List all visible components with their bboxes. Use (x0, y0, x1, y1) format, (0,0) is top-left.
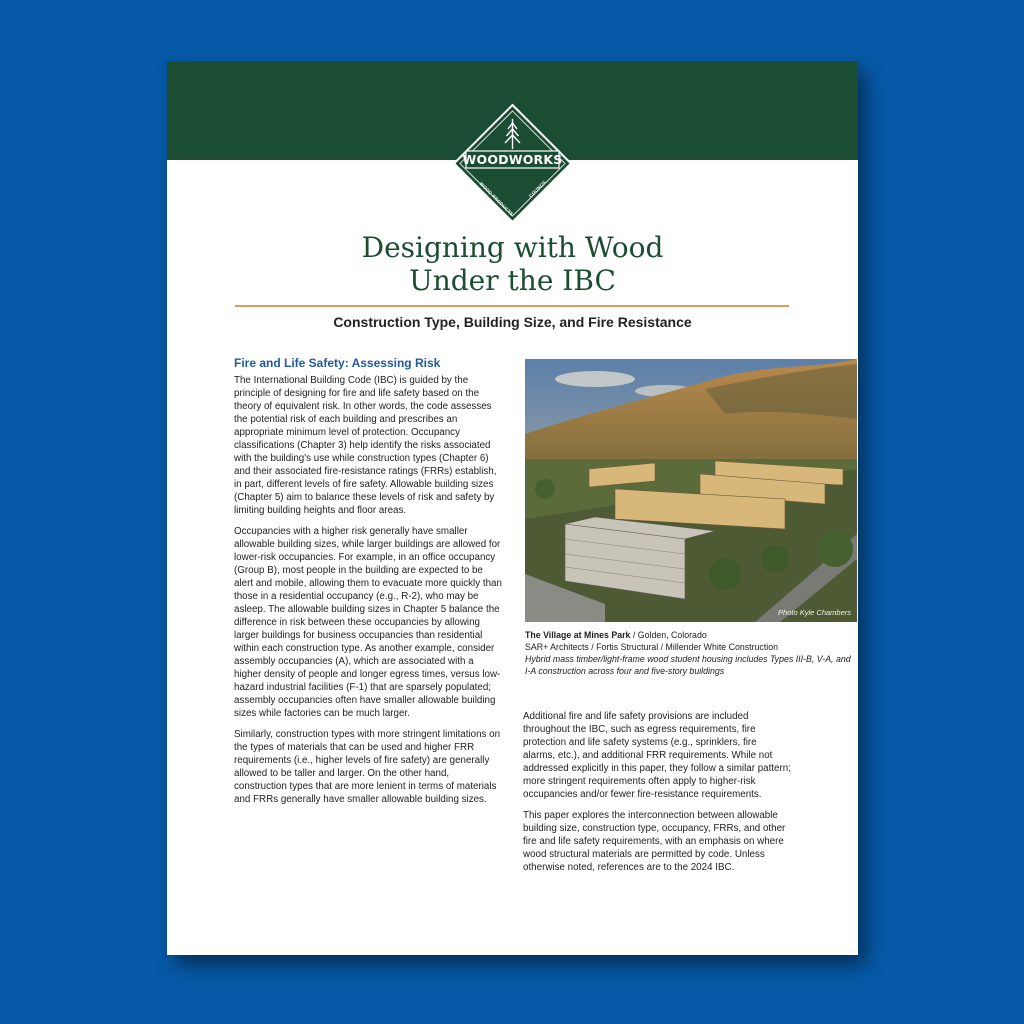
logo-subtext-left: WOOD PRODUCTS (478, 181, 515, 217)
left-paragraph-3: Similarly, construction types with more stringent limitations on the types of materials that can be used and higher FRR requirements (i.e., higher levels of fire safety) are generally allowed to be taller and larger. On the other hand, construction types that are more lenient in terms of materials and FRRs generally have smaller allowable building sizes. (234, 729, 501, 805)
title-line-2: Under the IBC (409, 264, 616, 297)
woodworks-logo (452, 103, 573, 224)
caption-credits: SAR+ Architects / Fortis Structural / Millender White Construction (525, 642, 778, 652)
photo-credit: Photo Kyle Chambers (778, 608, 851, 617)
caption-location: / Golden, Colorado (630, 630, 707, 640)
right-paragraph-2: This paper explores the interconnection between allowable building size, construction type, occupancy, FRRs, and other fire and life safety requirements, with an emphasis on where wood structural materials are permitted by code. Unless otherwise noted, references are to the 2024 IBC. (523, 810, 786, 873)
page-subtitle: Construction Type, Building Size, and Fire Resistance (333, 314, 692, 330)
page-title (167, 231, 858, 297)
title-line-1: Designing with Wood (361, 231, 664, 264)
right-paragraph-1: Additional fire and life safety provisions are included throughout the IBC, such as egress requirements, fire protection and life safety systems (e.g., sprinklers, fire alarms, etc.), and additional FRR requirements. While not addressed explicitly in this paper, they follow a similar pattern; more stringent requirements often apply to higher-risk occupancies and/or fewer fire-resistance requirements. (523, 711, 791, 800)
caption-heading (525, 629, 855, 641)
logo-wordmark: WOODWORKS (462, 152, 563, 167)
title-divider (235, 305, 789, 307)
building-photo (525, 359, 857, 622)
photo-caption (525, 629, 855, 677)
left-paragraph-1: The International Building Code (IBC) is guided by the principle of designing for fire and life safety based on the theory of equivalent risk. In other words, the code assesses the potential risk of each building and prescribes an appropriate minimum level of protection. Occupancy classifications (Chapter 3) help identify the risks associated with the building's use while construction types (Chapter 6) and their associated fire-resistance ratings (FRRs) establish, in part, different levels of fire safety. Allowable building sizes (Chapter 5) aim to balance these levels of risk and safety by limiting building heights and floor areas. (234, 375, 497, 516)
section-heading: Fire and Life Safety: Assessing Risk (234, 356, 441, 370)
caption-title: The Village at Mines Park (525, 630, 631, 640)
document-page (167, 61, 858, 955)
right-column (523, 710, 791, 882)
logo-subtext-right: COUNCIL (528, 178, 548, 199)
photo-illustration (525, 359, 857, 622)
left-column (234, 357, 502, 814)
left-paragraph-2: Occupancies with a higher risk generally have smaller allowable building sizes, while larger buildings are allowed for lower-risk occupancies. For example, in an office occupancy (Group B), most people in the building are expected to be alert and mobile, allowing them to evacuate more quickly than those in a residential occupancy (e.g., R-2), who may be asleep. The allowable building sizes in Chapter 5 balance the difference in risk between these occupancies by allowing larger buildings for business occupancies than residential within each construction type. As another example, consider assembly occupancies (A), which are associated with a higher density of people and longer egress times, versus low-hazard industrial facilities (F-1) that are sparsely populated; assembly occupancies often have smaller allowable building sizes while factories can be much larger. (234, 526, 502, 719)
caption-description: Hybrid mass timber/light-frame wood student housing includes Types III-B, V-A, and I-A construction across four and five-story buildings (525, 654, 851, 676)
